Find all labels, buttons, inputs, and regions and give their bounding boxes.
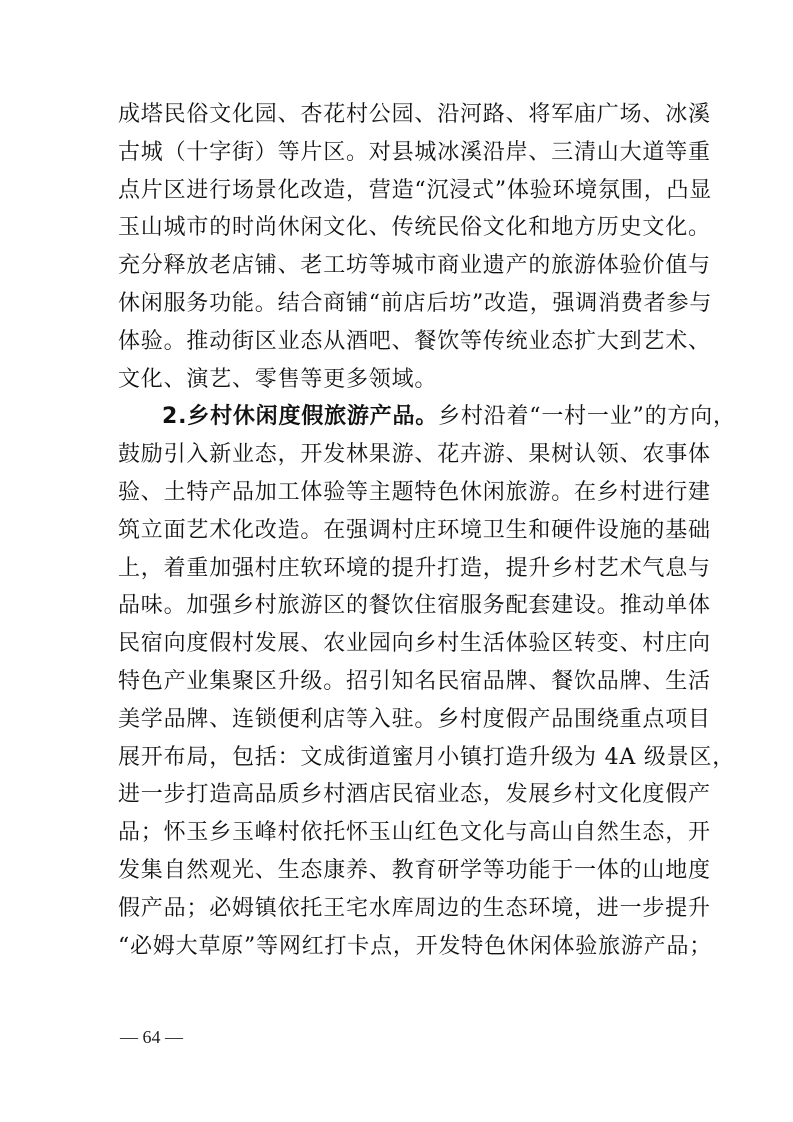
text-line: 筑立面艺术化改造。在强调村庄环境卫生和硬件设施的基础 [118,517,711,543]
text-line: 古城（十字街）等片区。对县城冰溪沿岸、三清山大道等重 [118,139,711,165]
section-heading: 2.乡村休闲度假旅游产品。 [162,404,439,430]
section-heading-line [118,398,736,436]
text-line: 展开布局，包括：文成街道蜜月小镇打造升级为 4A 级景区， [118,744,736,770]
text-line: 验、土特产品加工体验等主题特色休闲旅游。在乡村进行建 [118,479,711,505]
page-number: — 64 — [120,1027,183,1047]
text-line: 上，着重加强村庄软环境的提升打造，提升乡村艺术气息与 [118,555,711,581]
section-heading-rest: 乡村沿着“一村一业”的方向， [438,404,736,430]
text-line: 进一步打造高品质乡村酒店民宿业态，发展乡村文化度假产 [118,782,711,808]
text-line: 点片区进行场景化改造，营造“沉浸式”体验环境氛围，凸显 [118,177,713,203]
text-line: 品；怀玉乡玉峰村依托怀玉山红色文化与高山自然生态，开 [118,820,711,846]
text-line: 成塔民俗文化园、杏花村公园、沿河路、将军庙广场、冰溪 [118,102,711,127]
text-line: 休闲服务功能。结合商铺“前店后坊”改造，强调消费者参与 [118,290,713,316]
text-line: 文化、演艺、零售等更多领域。 [118,366,438,392]
text-line: 特色产业集聚区升级。招引知名民宿品牌、餐饮品牌、生活 [118,668,711,694]
text-line: 鼓励引入新业态，开发林果游、花卉游、果树认领、农事体 [118,442,711,468]
text-line: 玉山城市的时尚休闲文化、传统民俗文化和地方历史文化。 [118,215,711,241]
body-text [118,96,736,965]
text-line: 假产品；必姆镇依托王宅水库周边的生态环境，进一步提升 [118,895,711,921]
text-line: 民宿向度假村发展、农业园向乡村生活体验区转变、村庄向 [118,631,711,657]
text-line: 充分释放老店铺、老工坊等城市商业遗产的旅游体验价值与 [118,253,711,279]
text-line: 美学品牌、连锁便利店等入驻。乡村度假产品围绕重点项目 [118,706,711,732]
text-line: 发集自然观光、生态康养、教育研学等功能于一体的山地度 [118,857,711,883]
text-line: 体验。推动街区业态从酒吧、餐饮等传统业态扩大到艺术、 [118,328,711,354]
text-line: “必姆大草原”等网红打卡点，开发特色休闲体验旅游产品； [118,933,713,959]
text-line: 品味。加强乡村旅游区的餐饮住宿服务配套建设。推动单体 [118,593,711,619]
